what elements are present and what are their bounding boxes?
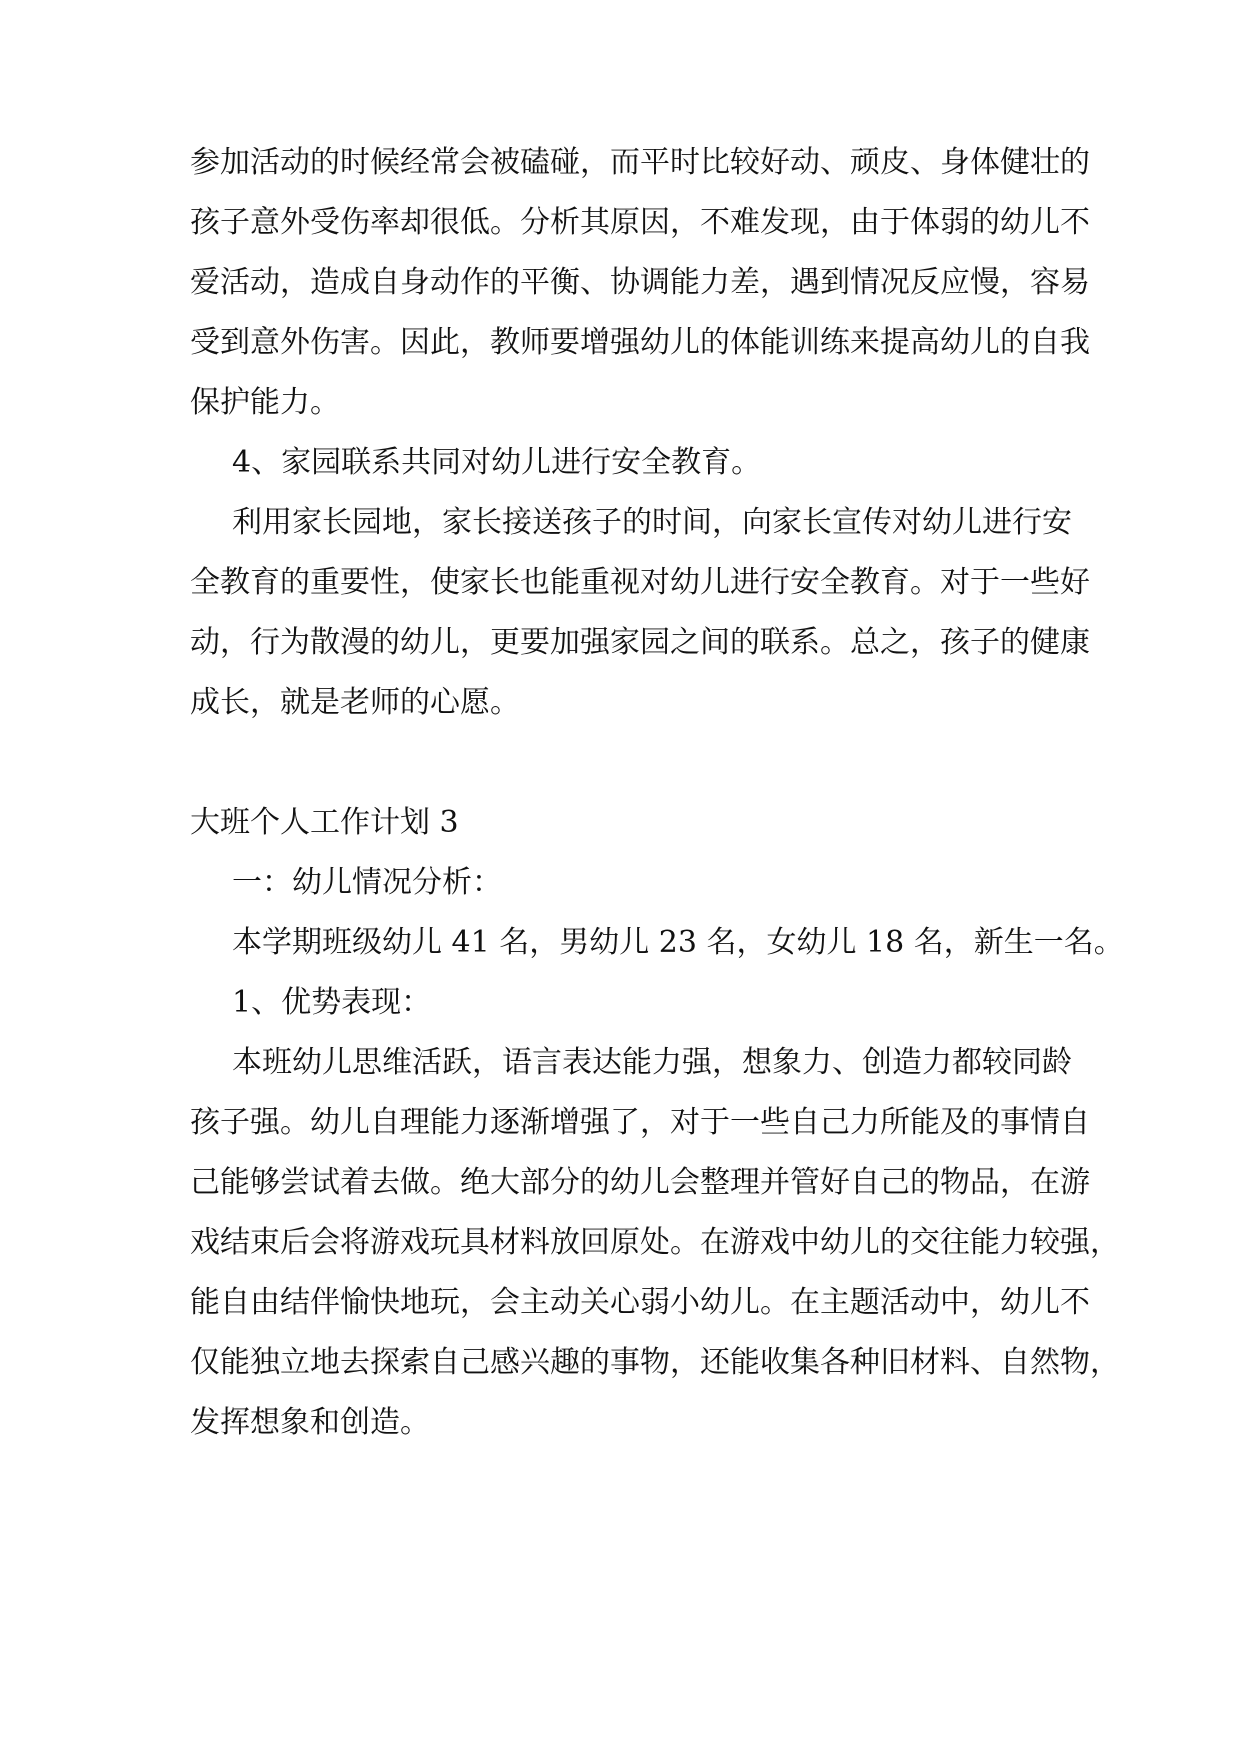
heading-home-school-contact: 4、家园联系共同对幼儿进行安全教育。 bbox=[232, 445, 762, 480]
subheading-child-analysis: 一：幼儿情况分析： bbox=[232, 865, 502, 900]
paragraph-2-line-1: 利用家长园地，家长接送孩子的时间，向家长宣传对幼儿进行安 bbox=[232, 505, 1072, 540]
paragraph-3-line-6: 仅能独立地去探索自己感兴趣的事物，还能收集各种旧材料、自然物， bbox=[190, 1345, 1120, 1380]
subheading-strengths: 1、优势表现： bbox=[232, 985, 432, 1020]
paragraph-2-line-3: 动，行为散漫的幼儿，更要加强家园之间的联系。总之，孩子的健康 bbox=[190, 625, 1090, 660]
class-stats: 本学期班级幼儿 41 名，男幼儿 23 名，女幼儿 18 名，新生一名。 bbox=[232, 925, 1124, 960]
section-title: 大班个人工作计划 3 bbox=[190, 805, 459, 840]
paragraph-3-line-7: 发挥想象和创造。 bbox=[190, 1405, 430, 1440]
paragraph-3-line-3: 己能够尝试着去做。绝大部分的幼儿会整理并管好自己的物品，在游 bbox=[190, 1165, 1090, 1200]
paragraph-1-line-3: 爱活动，造成自身动作的平衡、协调能力差，遇到情况反应慢，容易 bbox=[190, 265, 1090, 300]
paragraph-3-line-4: 戏结束后会将游戏玩具材料放回原处。在游戏中幼儿的交往能力较强， bbox=[190, 1225, 1120, 1260]
paragraph-1-line-5: 保护能力。 bbox=[190, 385, 340, 420]
paragraph-2-line-2: 全教育的重要性，使家长也能重视对幼儿进行安全教育。对于一些好 bbox=[190, 565, 1090, 600]
paragraph-3-line-5: 能自由结伴愉快地玩，会主动关心弱小幼儿。在主题活动中，幼儿不 bbox=[190, 1285, 1090, 1320]
paragraph-1-line-2: 孩子意外受伤率却很低。分析其原因，不难发现，由于体弱的幼儿不 bbox=[190, 205, 1090, 240]
paragraph-3-line-1: 本班幼儿思维活跃，语言表达能力强，想象力、创造力都较同龄 bbox=[232, 1045, 1072, 1080]
paragraph-1-line-1: 参加活动的时候经常会被磕碰，而平时比较好动、顽皮、身体健壮的 bbox=[190, 145, 1090, 180]
paragraph-1-line-4: 受到意外伤害。因此，教师要增强幼儿的体能训练来提高幼儿的自我 bbox=[190, 325, 1090, 360]
paragraph-2-line-4: 成长，就是老师的心愿。 bbox=[190, 685, 520, 720]
paragraph-3-line-2: 孩子强。幼儿自理能力逐渐增强了，对于一些自己力所能及的事情自 bbox=[190, 1105, 1090, 1140]
